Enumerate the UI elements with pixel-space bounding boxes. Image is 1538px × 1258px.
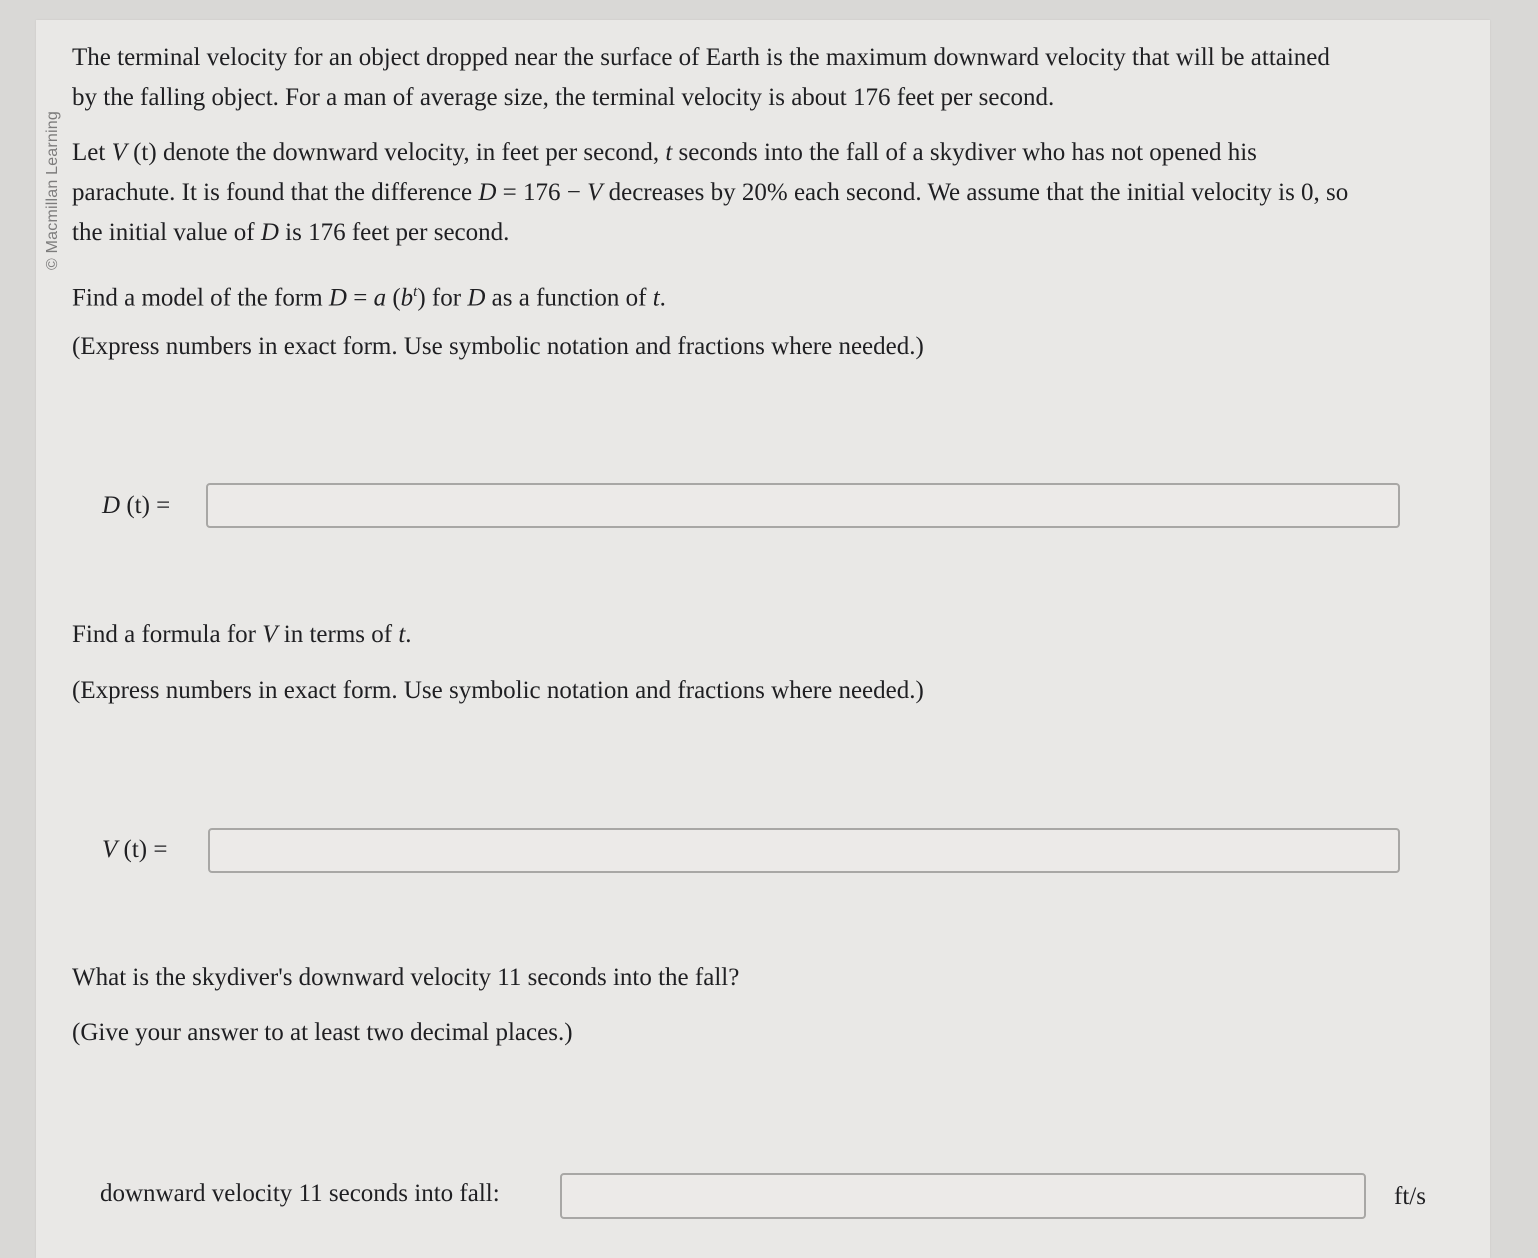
setup-line-1: Let V (t) denote the downward velocity, in feet per second, t seconds into the fall of a skydiver who has not opened his (72, 139, 1257, 166)
unit-label: ft/s (1394, 1183, 1426, 1210)
q3-prompt: What is the skydiver's downward velocity 11 seconds into the fall? (72, 964, 740, 991)
v-of-t-input[interactable] (208, 828, 1400, 873)
setup-line-3: the initial value of D is 176 feet per second. (72, 219, 510, 246)
q3-hint: (Give your answer to at least two decimal places.) (72, 1019, 573, 1046)
q3-answer-label: downward velocity 11 seconds into fall: (100, 1180, 500, 1207)
d-of-t-input[interactable] (206, 483, 1400, 528)
intro-paragraph (72, 38, 1330, 118)
q1-answer-label: D (t) = (102, 492, 171, 519)
q2-answer-label: V (t) = (102, 836, 168, 863)
intro-line-1: The terminal velocity for an object dropped near the surface of Earth is the maximum downward velocity that will be attained (72, 44, 1330, 71)
q1-hint: (Express numbers in exact form. Use symbolic notation and fractions where needed.) (72, 333, 924, 360)
setup-line-2: parachute. It is found that the difference D = 176 − V decreases by 20% each second. We assume that the initial velocity is 0, so (72, 179, 1349, 206)
q2-prompt: Find a formula for V in terms of t. (72, 621, 412, 648)
velocity-11s-input[interactable] (560, 1173, 1366, 1219)
copyright-watermark: © Macmillan Learning (44, 111, 61, 270)
q1-prompt: Find a model of the form D = a $(b^t)$ for D as a function of t. (72, 284, 666, 312)
intro-line-2: by the falling object. For a man of average size, the terminal velocity is about 176 feet per second. (72, 84, 1055, 111)
q2-hint: (Express numbers in exact form. Use symbolic notation and fractions where needed.) (72, 677, 924, 704)
setup-paragraph (72, 133, 1348, 253)
